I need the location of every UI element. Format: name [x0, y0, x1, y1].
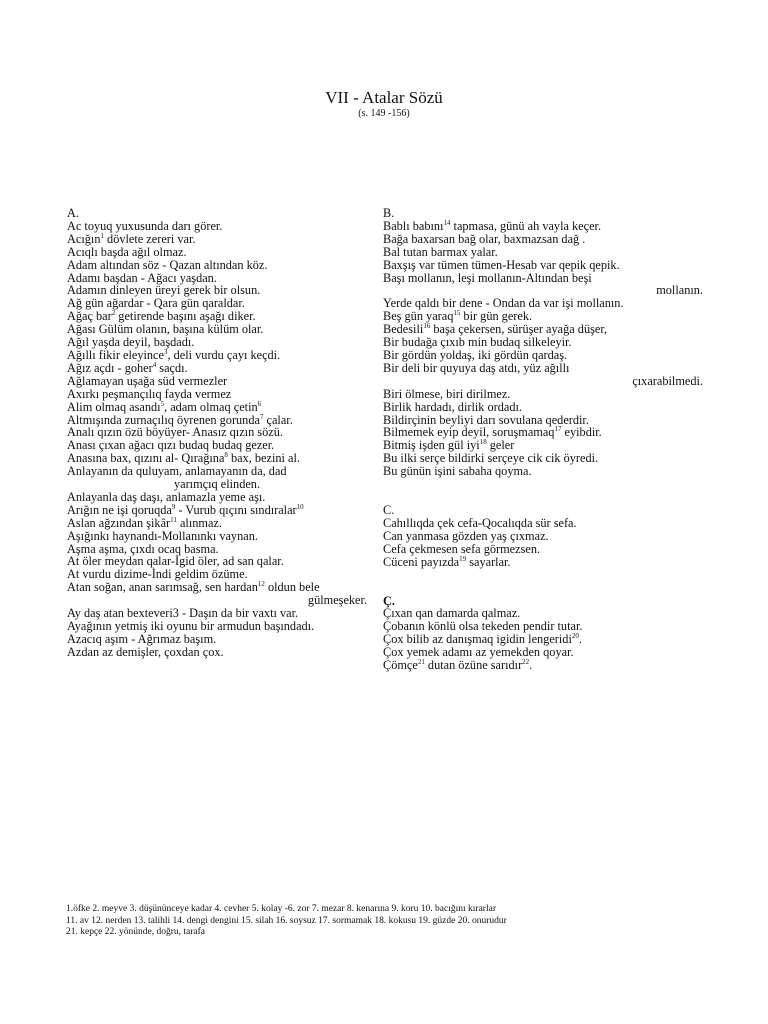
line-text: Ağıl yaşda deyil, başdadı. [67, 335, 195, 350]
line-text: Alim olmaq asandı [67, 399, 161, 414]
line-text: Bir budağa çıxıb min budaq silkeleyir. [383, 335, 572, 350]
line-text: mollanın. [656, 283, 703, 298]
line-text: Altmışında zurnaçılıq öyrenen gorunda [67, 412, 260, 427]
line-text: Birlik hardadı, dirlik ordadı. [383, 399, 522, 414]
footnote-line: 21. kepçe 22. yönünde, doğru, tarafa [66, 927, 206, 937]
proverb-line [383, 465, 703, 478]
line-text: Çömçe [383, 658, 418, 673]
line-text: Ayağının yetmiş iki oyunu bir armudun başındadı. [67, 619, 315, 633]
footnote-ref: 8 [224, 451, 228, 460]
line-text: . [578, 632, 582, 647]
line-text: Arığın ne işi qoruqda [67, 502, 172, 517]
footnote-ref: 15 [453, 309, 461, 318]
page-subtitle: (s. 149 -156) [358, 108, 410, 119]
line-text: sayarlar. [466, 554, 511, 569]
line-text: Yerde qaldı bir dene - Ondan da var işi mollanın. [383, 296, 624, 311]
line-text: Ay daş atan bexteveri3 - Daşın da bir vaxtı var. [67, 606, 299, 621]
line-text: Anasına bax, qızını al- Qırağına [67, 451, 225, 466]
footnote-ref: 16 [423, 322, 431, 331]
footnote-ref: 4 [152, 360, 157, 369]
line-text: Baxşış var tümen tümen-Hesab var qepik qepik. [383, 257, 620, 272]
line-text: Çox yemek adamı az yemekden qoyar. [383, 645, 574, 660]
line-text: Ağ gün ağardar - Qara gün qaraldar. [67, 296, 245, 311]
section-b [383, 207, 703, 478]
line-text: Çobanın könlü olsa tekeden pendir tutar. [383, 619, 583, 634]
line-text: Acığın [67, 231, 101, 246]
line-text: saçdı. [156, 360, 188, 375]
left-column [67, 207, 367, 659]
line-text: Can yanmasa gözden yaş çıxmaz. [383, 528, 549, 543]
line-text: Atan soğan, anan sarımsağ, sen hardan [67, 580, 258, 595]
footnote-ref: 22 [522, 658, 530, 666]
page-title: VII - Atalar Sözü [325, 88, 443, 107]
line-text: Axırkı peşmançılıq fayda vermez [67, 386, 232, 401]
footnote-ref: 6 [257, 399, 262, 408]
line-text: tapmasa, günü ah vayla keçer. [450, 218, 602, 233]
line-text: Biri ölmese, biri dirilmez. [383, 386, 511, 401]
footnote-ref: 14 [443, 218, 451, 227]
line-text: Azacıq aşım - Ağrımaz başım. [67, 631, 217, 646]
right-column [383, 207, 703, 672]
line-text: Cahıllıqda çek cefa-Qocalıqda sür sefa. [383, 515, 577, 530]
line-text: Aşma aşma, çıxdı ocaq basma. [67, 541, 219, 556]
line-text: Beş gün yaraq [383, 309, 454, 324]
line-text: B. [383, 206, 395, 220]
line-text: çıxarabilmedi. [632, 373, 703, 388]
line-text: Analı qızın özü böyüyer- Anasız qızın sözü. [67, 425, 283, 440]
line-text: geler [486, 438, 515, 453]
line-text: Bağa baxarsan bağ olar, baxmazsan dağ . [383, 231, 586, 246]
line-text: , deli vurdu çayı keçdi. [167, 347, 281, 362]
line-text: Ağaç bar [67, 309, 112, 324]
line-text: Anlayanın da quluyam, anlamayanın da, dad [67, 464, 287, 479]
line-text: dutan özüne sarıdır [424, 658, 523, 673]
footnote-ref: 11 [170, 515, 177, 524]
line-text: Bilmemek eyip deyil, soruşmamaq [383, 425, 555, 440]
footnote-ref: 12 [257, 580, 265, 589]
line-text: oldun bele [264, 580, 320, 595]
footnote-ref: 3 [163, 347, 168, 356]
line-text: yarımçıq elinden. [173, 477, 261, 492]
line-text: Azdan az demişler, çoxdan çox. [67, 644, 224, 659]
line-text: Cüceni payızda [383, 554, 460, 569]
line-text: Anlayanla daş daşı, anlamazla yeme aşı. [67, 489, 266, 504]
line-text: eyibdir. [561, 425, 602, 440]
line-text: Aşığınkı haynandı-Mollanınkı vaynan. [67, 528, 258, 543]
line-text: Bildirçinin beyliyi darı sovulana qederdir. [383, 412, 589, 427]
line-text: Cefa çekmesen sefa görmezsen. [383, 541, 541, 556]
line-text: Bir deli bir quyuya daş atdı, yüz ağıllı [383, 360, 570, 375]
line-text: Bablı babını [383, 218, 444, 233]
line-text: Adamın dinleyen üreyi gerek bir olsun. [67, 283, 261, 298]
footnote-ref: 2 [111, 309, 116, 318]
line-text: Ağız açdı - goher [67, 360, 153, 375]
line-text: alınmaz. [176, 515, 222, 530]
line-text: Bedesili [383, 322, 424, 337]
line-text: Aslan ağzından şikâr [67, 515, 171, 530]
proverb-line [383, 272, 703, 285]
line-text: Başı mollanın, leşi mollanın-Altından beşi [383, 270, 592, 285]
footnotes [66, 904, 706, 939]
proverb-line [67, 646, 367, 659]
line-text: Ağası Gülüm olanın, başına külüm olar. [67, 322, 264, 337]
proverb-line [383, 556, 703, 569]
line-text: , adam olmaq çetin [164, 399, 258, 414]
footnote-ref: 9 [171, 502, 176, 511]
line-text: çalar. [263, 412, 293, 427]
line-text: At vurdu dizime-İndi geldim özüme. [67, 567, 248, 582]
line-text: bax, bezini al. [227, 451, 300, 466]
footnote-ref: 10 [296, 502, 304, 511]
footnote-ref: 7 [259, 412, 264, 421]
line-text: A. [67, 206, 79, 220]
line-text: Adamı başdan - Ağacı yaşdan. [67, 270, 217, 285]
line-text: Anası çıxan ağacı qızı budaq budaq gezer. [67, 438, 275, 453]
line-text: başa çekersen, sürüşer ayağa düşer, [430, 322, 608, 337]
footnote-line: 1.öfke 2. meyve 3. düşününceye kadar 4. cevher 5. kolay -6. zor 7. mezar 8. kenarına 9. koru 10. bacığını kırarlar [66, 904, 496, 914]
line-text: dövlete zereri var. [103, 231, 196, 246]
line-text: Bir gördün yoldaş, iki gördün qardaş. [383, 347, 568, 362]
line-text: Bal tutan barmax yalar. [383, 244, 498, 259]
footnote-ref: 20 [571, 632, 579, 641]
line-text: bir gün gerek. [460, 309, 533, 324]
line-text: C. [383, 503, 395, 518]
section-c [383, 504, 703, 569]
line-text: Acıqlı başda ağıl olmaz. [67, 244, 187, 259]
line-text: - Vurub qıçını sındıralar [175, 502, 297, 517]
footnote-ref: 17 [554, 425, 562, 434]
line-text: . [529, 658, 533, 673]
line-text: Bitmiş işden gül iyi [383, 438, 480, 453]
line-text: Bu günün işini sabaha qoyma. [383, 464, 532, 479]
footnote-ref: 5 [160, 399, 165, 408]
line-text: Ac toyuq yuxusunda darı görer. [67, 218, 223, 233]
footnote-ref: 1 [100, 231, 104, 240]
line-text: Bu ilki serçe bildirki serçeye cik cik öyredi. [383, 451, 599, 466]
line-text: Adam altından söz - Qazan altından köz. [67, 257, 268, 272]
line-text: Çıxan qan damarda qalmaz. [383, 606, 521, 621]
line-text: Ç. [383, 593, 395, 608]
line-text: getirende başını aşağı diker. [115, 309, 256, 324]
line-text: Ağıllı fikir eleyince [67, 347, 164, 362]
proverb-line [383, 659, 703, 672]
footnote-ref: 19 [459, 554, 467, 563]
line-text: gülmeşeker. [307, 593, 367, 608]
line-text: Ağlamayan uşağa süd vermezler [67, 373, 228, 388]
footnote-ref: 18 [479, 438, 487, 447]
section-cc [383, 595, 703, 672]
line-text: At öler meydan qalar-İgid öler, ad san qalar. [67, 554, 284, 569]
footnote-ref: 21 [417, 658, 425, 666]
footnote-line: 11. av 12. nerden 13. talihli 14. dengi dengini 15. silah 16. soysuz 17. sormamak 18. kokusu 19. güzde 20. onurudur [66, 915, 507, 926]
line-text: Çox bilib az danışmaq igidin lengeridi [383, 632, 572, 647]
